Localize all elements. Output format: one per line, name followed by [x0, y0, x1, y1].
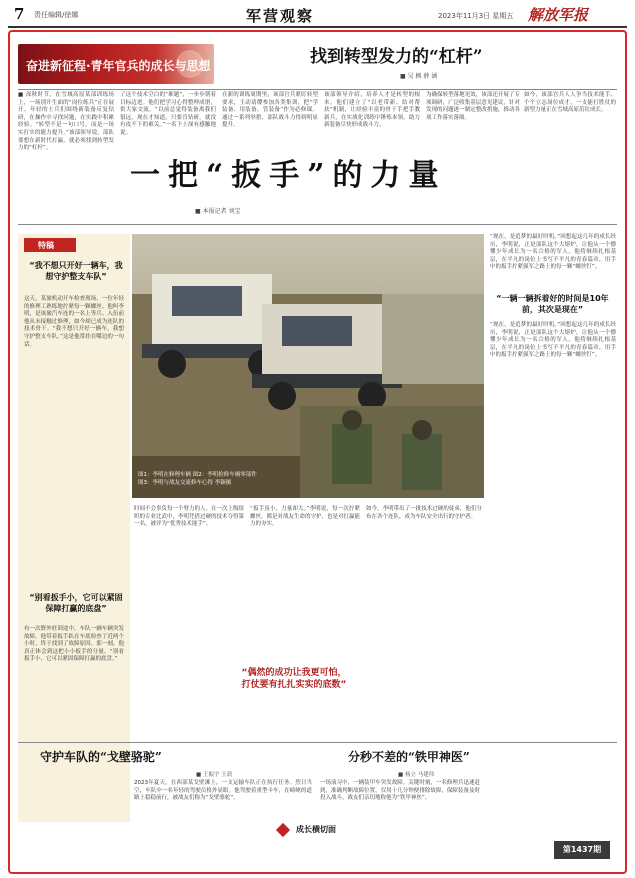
truck-convoy-photo — [132, 234, 484, 498]
article1-col-3: 在新的训练周期里，该部官兵紧盯转型要求，主动请缨参加各类集训，把“学装备、用装备、管装备”作为必修课。通过一系列举措，部队战斗力得到明显提升。 — [222, 92, 318, 129]
bottom-rule — [18, 742, 617, 743]
feature-right-text: “现在，是追梦的最好时机。”回想起这几年的成长经历，李明说，正是部队这个大熔炉，让他从一个懵懂少年成长为一名合格的军人。他将继续扎根基层，在平凡的岗位上书写不平凡的青春篇章，用手中的扳手拧紧强军之路上的每一颗“螺丝钉”。 — [490, 322, 616, 359]
page-number: 7 — [14, 5, 25, 23]
editor-label: 责任编辑/徐娜 — [34, 11, 79, 19]
feature-col-3: 如今，李明带出了一批技术过硬的徒弟，他们分布在各个连队，成为车队安全出行的守护者。 — [366, 506, 482, 520]
feature-photo — [132, 234, 484, 498]
feature-headline: 一把“扳手”的力量 — [130, 158, 447, 193]
feature-byline: ■ 本报记者 刘宝 — [195, 208, 241, 215]
growth-column-label — [278, 824, 336, 838]
article1-col-5: 为确保转型落地见效，该部还开展了专项调研，广泛收集基层意见建议，针对发现的问题逐一制定整改措施，推动各项工作落实落细。 — [426, 92, 520, 121]
page-header — [8, 4, 627, 26]
article1-col-4: 该部领导介绍，培养人才是转型的根本。他们建立了“以老带新、结对帮扶”机制，让经验丰富的骨干手把手教新兵，在实战化训练中锤炼本领，助力新装备尽快形成战斗力。 — [324, 92, 420, 129]
bottom-right-byline: ■ 杨立 马建伟 — [398, 772, 435, 778]
soldiers-inset — [300, 406, 484, 498]
column-banner — [18, 44, 214, 84]
diamond-icon — [276, 822, 290, 836]
pull-quote: “偶然的成功让我更可怕，打仗要有扎扎实实的底数” — [241, 668, 347, 690]
section-title: 军营观察 — [246, 7, 315, 25]
feature-col-1: 时间不会辜负每一个努力的人。在一次上级组织的专业比武中，李明凭借过硬的技术夺得第一名，被评为“优秀技术能手”。 — [134, 506, 245, 528]
header-rule — [8, 26, 627, 28]
article1-col-6: 如今，该部官兵人人争当技术能手、个个立志岗位成才，一支能打胜仗的新型力量正在雪域高原茁壮成长。 — [524, 92, 616, 114]
article1-title: 找到转型发力的“杠杆” — [310, 47, 483, 67]
sidebar-text-1: 这天，某旅机动开车检查现场，一位年轻的修理工熟练地拧紧每一颗螺丝。他叫李明，是该旅汽车连的一名上等兵。入伍前他从未接触过修理，如今却已成为连队的技术骨干。“我不想只开好一辆车，我想守护整支车队。”这是他常挂在嘴边的一句话。 — [24, 296, 124, 348]
sidebar-heading-1: “我不想只开好一辆车，我想守护整支车队” — [29, 261, 123, 281]
issue-number-badge: 第1437期 — [554, 841, 610, 859]
bottom-left-text: 2023年夏天，在西部某戈壁滩上，一支运输车队正在执行任务。烈日当空，车队中一名年轻的驾驶员格外显眼。他驾驶着重型卡车，在崎岖的道路上稳稳前行，被战友们称为“戈壁骆驼”。 — [134, 780, 312, 802]
column-banner-title: 奋进新征程·青年官兵的成长与思想 — [26, 59, 211, 73]
feature-rule — [18, 224, 617, 225]
bottom-left-byline: ■ 王振宇 王晨 — [196, 772, 233, 778]
bottom-left-title: 守护车队的“戈壁骆驼” — [40, 750, 162, 764]
photo-caption: 图1：李明在修理车辆 图2：李明检修车辆零部件 图3：李明与战友交流修车心得 李颖摄 — [138, 472, 257, 486]
growth-column-text: 成长横切面 — [296, 825, 336, 834]
bottom-right-title: 分秒不差的“铁甲神医” — [348, 750, 470, 764]
article1-rule — [18, 89, 617, 90]
article1-col-2: 了这个技术空白的“难题”，一步步朝着目标迈进。他们把学习心得整理成册，供大家交流。“以前总觉得装备离我们很远，现在才知道，只要肯钻研，就没有攻不下的难关。”一名下士深有感触地说。 — [120, 92, 216, 136]
article1-col-1: ■ 深秋时节，在雪域高原某部训练场上，一场别开生面的“岗位练兵”正在展开。年轻的士兵们围绕新装备反复钻研，在操作中寻找问题，在实践中积累经验。“转型不是一句口号，而是一场实打实的能力提升。”该部领导说，部队要想在新时代打赢，就必须找到转型发力的“杠杆”。 — [18, 92, 114, 152]
right-subheading: “一辆一辆拆着好的时间是10年前，其次是现在” — [496, 294, 609, 314]
feature-tag: 特稿 — [24, 238, 76, 252]
feature-right-intro: “现在，是追梦的最好时机。”回想起这几年的成长经历，李明说，正是部队这个大熔炉，让他从一个懵懂少年成长为一名合格的军人。他将继续扎根基层，在平凡的岗位上书写不平凡的青春篇章，用手中的扳手拧紧强军之路上的每一颗“螺丝钉”。 — [490, 234, 616, 271]
issue-date: 2023年11月3日 星期五 — [438, 12, 514, 20]
sidebar-heading-2: “别看扳手小，它可以紧固保障打赢的底盘” — [29, 593, 123, 613]
sidebar-text-2: 有一次野外驻训途中，车队一辆车辆突发故障，他带着扳手趴在车底检查了近两个小时，终于找到了故障原因。那一刻，他真正体会到这把小小扳手的分量。“别看扳手小，它可以紧固保障打赢的底盘。” — [24, 626, 124, 663]
bottom-right-text: 一场演习中，一辆装甲车突发故障。关键时刻，一名修理兵迅速赶到，准确判断故障位置，仅用十几分钟便排除故障，保障装备及时投入战斗。战友们亲切地称他为“铁甲神医”。 — [320, 780, 480, 802]
feature-col-2: “扳手虽小，力量却大。”李明说，每一次拧紧螺丝，都是对战友生命的守护，也是对打赢能力的夯实。 — [250, 506, 361, 528]
feature-sidebar — [18, 234, 130, 822]
article1-byline: ■ 吴 枫 薛 涵 — [400, 73, 438, 80]
newspaper-logo: 解放军报 — [528, 6, 589, 24]
